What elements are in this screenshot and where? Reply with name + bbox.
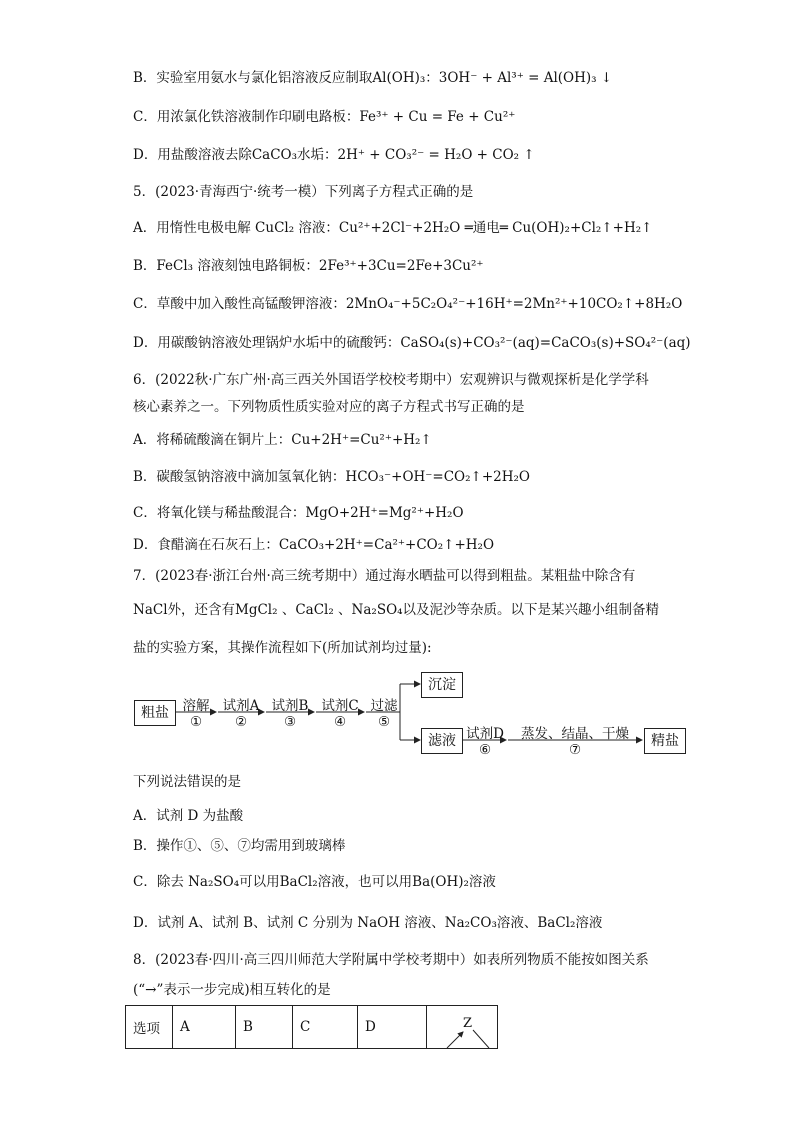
q6-option-b: B．碳酸氢钠溶液中滴加氢氧化钠：HCO₃⁻+OH⁻=CO₂↑+2H₂O: [133, 469, 530, 485]
q5-option-a: A．用惰性电极电解 CuCl₂ 溶液：Cu²⁺+2Cl⁻+2H₂O ═通电═ Cu(OH)₂+Cl₂↑+H₂↑: [133, 220, 653, 236]
refined-salt-box: 精盐: [644, 728, 686, 754]
q7-option-c: C．除去 Na₂SO₄可以用BaCl₂溶液，也可以用Ba(OH)₂溶液: [133, 874, 496, 890]
crude-salt-box: 粗盐: [134, 700, 176, 726]
table-header-a: A: [173, 1006, 236, 1049]
table-header-d: D: [358, 1006, 427, 1049]
step2-label: 试剂A: [222, 698, 260, 714]
precipitate-box: 沉淀: [421, 672, 463, 698]
q5-option-d: D．用碳酸钠溶液处理锅炉水垢中的硫酸钙：CaSO₄(s)+CO₃²⁻(aq)=CaCO₃(s)+SO₄²⁻(aq): [133, 335, 691, 351]
option-c-prev: C．用浓氯化铁溶液制作印刷电路板：Fe³⁺ + Cu = Fe + Cu²⁺: [133, 109, 516, 125]
step7-num: ⑦: [568, 742, 582, 758]
question-7-line2: NaCl外，还含有MgCl₂ 、CaCl₂ 、Na₂SO₄以及泥沙等杂质。以下是某兴趣小组制备精: [133, 602, 660, 618]
question-5: 5．(2023·青海西宁·统考一模）下列离子方程式正确的是: [133, 184, 474, 200]
table-header-option: 选项: [126, 1006, 173, 1049]
step2-num: ②: [234, 714, 248, 730]
diagram-arrow-left: [447, 1032, 463, 1048]
question-6-line2: 核心素养之一。下列物质性质实验对应的离子方程式书写正确的是: [133, 399, 525, 415]
step4-num: ④: [333, 714, 347, 730]
step3-num: ③: [283, 714, 297, 730]
q6-option-d: D．食醋滴在石灰石上：CaCO₃+2H⁺=Ca²⁺+CO₂↑+H₂O: [133, 537, 495, 553]
diagram-z-label: Z: [463, 1016, 473, 1031]
step1-label: 溶解: [182, 698, 210, 714]
q5-option-b: B．FeCl₃ 溶液刻蚀电路铜板：2Fe³⁺+3Cu=2Fe+3Cu²⁺: [133, 258, 484, 274]
table-row: [126, 1006, 498, 1049]
diagram-arrow-right: [473, 1030, 489, 1048]
step5-label: 过滤: [370, 698, 398, 714]
question-7-line3: 盐的实验方案，其操作流程如下(所加试剂均过量):: [133, 640, 432, 656]
options-table: [125, 1005, 498, 1049]
table-header-c: C: [293, 1006, 358, 1049]
q5-option-c: C．草酸中加入酸性高锰酸钾溶液：2MnO₄⁻+5C₂O₄²⁻+16H⁺=2Mn²⁺+10CO₂↑+8H₂O: [133, 296, 683, 312]
option-d-prev: D．用盐酸溶液去除CaCO₃水垢：2H⁺ + CO₃²⁻ = H₂O + CO₂ ↑: [133, 147, 535, 163]
question-7-line1: 7．(2023春·浙江台州·高三统考期中）通过海水晒盐可以得到粗盐。某粗盐中除含有: [133, 568, 636, 584]
question-6-line1: 6．(2022秋·广东广州·高三西关外国语学校校考期中）宏观辨识与微观探析是化学学科: [133, 372, 649, 388]
step6-label: 试剂D: [466, 726, 504, 742]
q6-option-c: C．将氧化镁与稀盐酸混合：MgO+2H⁺=Mg²⁺+H₂O: [133, 505, 464, 521]
q7-option-a: A．试剂 D 为盐酸: [133, 808, 244, 824]
question-7-prompt: 下列说法错误的是: [133, 774, 241, 790]
filtrate-box: 滤液: [421, 728, 463, 754]
q6-option-a: A．将稀硫酸滴在铜片上：Cu+2H⁺=Cu²⁺+H₂↑: [133, 432, 432, 448]
table-header-b: B: [236, 1006, 293, 1049]
question-8-line2: (“→”表示一步完成)相互转化的是: [133, 982, 331, 998]
q7-option-d: D．试剂 A、试剂 B、试剂 C 分别为 NaOH 溶液、Na₂CO₃溶液、BaCl₂溶液: [133, 915, 603, 931]
question-8-line1: 8．(2023春·四川·高三四川师范大学附属中学校考期中）如表所列物质不能按如图关系: [133, 952, 649, 968]
step7-label: 蒸发、结晶、干燥: [521, 726, 629, 742]
option-b-prev: B．实验室用氨水与氯化铝溶液反应制取Al(OH)₃：3OH⁻ + Al³⁺ = Al(OH)₃ ↓: [133, 70, 613, 86]
step6-num: ⑥: [478, 742, 492, 758]
step4-label: 试剂C: [321, 698, 359, 714]
step1-num: ①: [189, 714, 203, 730]
diagram-arrows: [427, 1006, 511, 1048]
step3-label: 试剂B: [271, 698, 309, 714]
q7-option-b: B．操作①、⑤、⑦均需用到玻璃棒: [133, 838, 346, 854]
step5-num: ⑤: [377, 714, 391, 730]
table-diagram-cell: [427, 1006, 498, 1049]
